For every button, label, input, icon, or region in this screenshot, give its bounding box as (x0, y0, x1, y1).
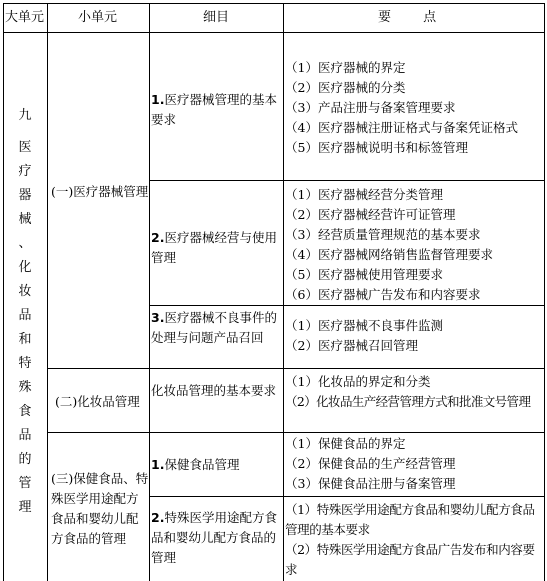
table-rule (3, 32, 544, 33)
table-rule (3, 3, 544, 4)
point-item: （1）医疗器械不良事件监测 (285, 318, 443, 333)
detail-title: 医疗器械不良事件的处理与问题产品召回 (151, 310, 277, 345)
big-unit-char: 医 (18, 140, 32, 155)
detail-number: 2. (151, 510, 165, 525)
point-item: （4）医疗器械网络销售监督管理要求 (285, 247, 493, 262)
table-rule (149, 3, 150, 581)
detail-device-basic (151, 90, 281, 130)
point-item: （1）保健食品的界定 (285, 436, 406, 451)
detail-special-formula (151, 508, 281, 568)
points-device-basic (285, 58, 543, 158)
big-unit-char: 食 (18, 404, 32, 419)
point-item: （3）经营质量管理规范的基本要求 (285, 227, 481, 242)
point-item: （1）医疗器械的界定 (285, 60, 406, 75)
points-device-adverse (285, 316, 543, 356)
point-item: （2）医疗器械经营许可证管理 (285, 207, 456, 222)
table-rule (149, 180, 544, 181)
detail-title: 保健食品管理 (164, 457, 240, 472)
table-rule (149, 496, 544, 497)
unit-special-foods: (三)保健食品、特殊医学用途配方食品和婴幼儿配方食品的管理 (51, 471, 149, 546)
point-item: （2）保健食品的生产经营管理 (285, 456, 456, 471)
big-unit-char: 特 (18, 356, 32, 371)
point-item: （6）医疗器械广告发布和内容要求 (285, 287, 481, 302)
detail-device-adverse (151, 308, 281, 348)
header-small-unit: 小单元 (78, 10, 118, 25)
big-unit-label (3, 104, 47, 520)
points-device-operation (285, 185, 543, 305)
point-item: （5）医疗器械说明书和标签管理 (285, 140, 468, 155)
table-rule (544, 3, 545, 581)
detail-device-operation (151, 228, 281, 268)
big-unit-char: 器 (18, 188, 32, 203)
table-rule (47, 432, 544, 433)
big-unit-char: 疗 (18, 164, 32, 179)
detail-health-food (151, 455, 281, 475)
point-item: （1）医疗器械经营分类管理 (285, 187, 443, 202)
table-rule (47, 3, 48, 581)
unit-medical-devices: (一)医疗器械管理 (51, 184, 149, 199)
big-unit-char: 殊 (18, 380, 32, 395)
detail-number: 3. (151, 310, 165, 325)
detail-cosmetic-basic (151, 381, 281, 401)
big-unit-char: 化 (18, 260, 32, 275)
point-item: （2）特殊医学用途配方食品广告发布和内容要求 (285, 542, 535, 577)
detail-title: 医疗器械管理的基本要求 (151, 92, 277, 127)
big-unit-char: 妆 (18, 284, 32, 299)
points-cosmetic-basic (285, 372, 543, 412)
table-rule (47, 368, 544, 369)
big-unit-char: 品 (18, 308, 32, 323)
point-item: （3）产品注册与备案管理要求 (285, 100, 456, 115)
point-item: （1）特殊医学用途配方食品和婴幼儿配方食品管理的基本要求 (285, 502, 535, 537)
big-unit-char: 管 (18, 476, 32, 491)
header-big-unit: 大单元 (5, 10, 45, 25)
detail-number: 1. (151, 92, 165, 107)
big-unit-char: 品 (18, 428, 32, 443)
point-item: （5）医疗器械使用管理要求 (285, 267, 443, 282)
point-item: （1）化妆品的界定和分类 (285, 374, 431, 389)
big-unit-char: 理 (18, 500, 32, 515)
table-rule (283, 3, 284, 581)
big-unit-char: 械 (18, 212, 32, 227)
point-item: （2）医疗器械召回管理 (285, 338, 418, 353)
big-unit-char: 、 (18, 236, 32, 251)
big-unit-char: 九 (18, 108, 32, 123)
big-unit-char: 和 (18, 332, 32, 347)
big-unit-char: 的 (18, 452, 32, 467)
unit-cosmetics: (二)化妆品管理 (55, 394, 140, 409)
point-item: （2）化妆品生产经营管理方式和批准文号管理 (285, 394, 531, 409)
detail-number: 2. (151, 230, 165, 245)
point-item: （3）保健食品注册与备案管理 (285, 476, 456, 491)
points-special-formula (285, 500, 543, 580)
table-rule (149, 305, 544, 306)
point-item: （2）医疗器械的分类 (285, 80, 406, 95)
detail-title: 化妆品管理的基本要求 (151, 383, 277, 398)
points-health-food (285, 434, 543, 494)
header-detail: 细目 (203, 10, 230, 25)
detail-number: 1. (151, 457, 165, 472)
detail-title: 医疗器械经营与使用管理 (151, 230, 277, 265)
detail-title: 特殊医学用途配方食品和婴幼儿配方食品的管理 (151, 510, 277, 565)
header-points: 要 点 (378, 10, 451, 25)
point-item: （4）医疗器械注册证格式与备案凭证格式 (285, 120, 518, 135)
